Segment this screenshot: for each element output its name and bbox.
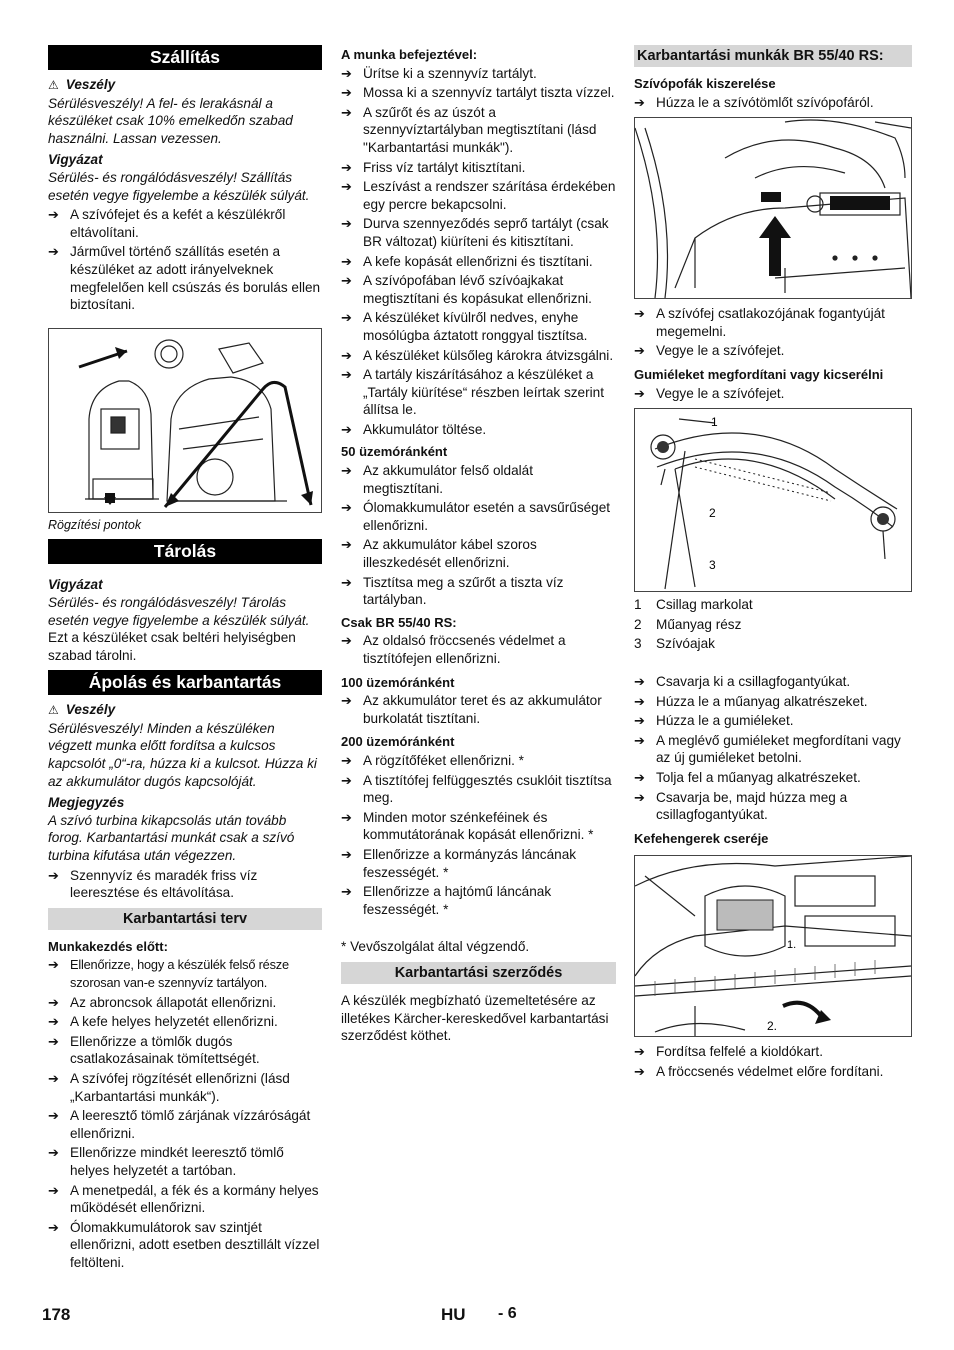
care-danger-heading: ⚠ Veszély (48, 701, 322, 720)
arrow-icon: ➔ (341, 347, 352, 363)
arrow-icon: ➔ (341, 367, 352, 383)
arrow-icon: ➔ (341, 253, 352, 269)
hours-200-step: ➔ Ellenőrizze a hajtómű láncának feszességét. * (341, 884, 552, 917)
arrow-icon: ➔ (341, 159, 352, 175)
arrow-icon: ➔ (48, 1014, 59, 1030)
transport-caution-heading: Vigyázat (48, 152, 103, 168)
hours-200-step: ➔ Minden motor szénkeféinek és kommutátorának kopását ellenőrizni. * (341, 809, 594, 843)
arrow-icon: ➔ (341, 421, 352, 437)
arrow-icon: ➔ (634, 789, 645, 805)
arrow-icon: ➔ (341, 179, 352, 195)
before-step: ➔ A kefe helyes helyzetét ellenőrizni. (48, 1014, 278, 1030)
brush-illustration (635, 856, 911, 1036)
arrow-icon: ➔ (634, 1044, 645, 1060)
brush-callout-2: 2. (767, 1019, 778, 1034)
arrow-icon: ➔ (341, 500, 352, 516)
hours-50-heading: 50 üzemóránként (341, 444, 448, 460)
before-step: ➔ A szívófej rögzítését ellenőrizni (lásd „Karbantartási munkák“). (48, 1070, 290, 1104)
after-step: ➔ A szűrőt és az úszót a szennyvíztartályban megtisztítani (lásd "Karbantartási munkák"). (341, 104, 597, 155)
arrow-icon: ➔ (48, 1108, 59, 1124)
squeegee-step: ➔ Húzza le a szívótömlőt szívópofáról. (634, 94, 874, 110)
squeegee-figure (634, 117, 912, 299)
care-note-text: A szívó turbina kikapcsolás után tovább forog. Karbantartási munkát csak a szívó turbina kifutása után végezzen. (48, 812, 295, 864)
arrow-icon: ➔ (634, 94, 645, 110)
transport-danger-text: Sérülésveszély! A fel- és lerakásnál a készüléket csak 10% emelkedőn szabad használni. Lassan vezessen. (48, 95, 293, 146)
before-step: ➔ Ellenőrizze mindkét leeresztő tömlő helyes helyzetét a tartóban. (48, 1145, 284, 1178)
callout-3: 3 (709, 558, 716, 573)
part-legend-item: 1 Csillag markolat (634, 597, 753, 613)
rubber-step: ➔ Húzza le a gumiéleket. (634, 713, 794, 729)
contract-text: A készülék megbízható üzemeltetésére az illetékes Kärcher-kereskedővel karbantartási szerződést köthet. (341, 992, 609, 1044)
squeegee-parts-figure (634, 408, 912, 592)
figure-caption: Rögzítési pontok (48, 517, 142, 532)
before-step: ➔ Ellenőrizze, hogy a készülék felső része szorosan van-e szennyvíz tartályon. (48, 957, 289, 990)
transport-step: ➔ A szívófejet és a kefét a készülékről eltávolítani. (48, 207, 286, 240)
page-number: 178 (42, 1305, 71, 1324)
arrow-icon: ➔ (341, 216, 352, 232)
arrow-icon: ➔ (634, 306, 645, 322)
arrow-icon: ➔ (341, 752, 352, 768)
rubber-step: ➔ Csavarja ki a csillagfogantyúkat. (634, 673, 851, 689)
arrow-icon: ➔ (341, 463, 352, 479)
hours-200-step: ➔ A rögzítőféket ellenőrizni. * (341, 752, 524, 768)
hours-50-step: ➔ Az akkumulátor kábel szoros illeszkedését ellenőrizni. (341, 537, 537, 571)
callout-1: 1 (711, 415, 718, 430)
service-footnote: * Vevőszolgálat által végzendő. (341, 939, 530, 955)
fastening-points-figure (48, 328, 322, 513)
warning-triangle-icon: ⚠ (48, 78, 59, 92)
arrow-icon: ➔ (341, 65, 352, 81)
brush-callout-1: 1. (787, 939, 797, 952)
left-column (48, 44, 322, 1274)
rubber-step: ➔ Csavarja be, majd húzza meg a csillagfogantyúkat. (634, 789, 848, 823)
arrow-icon: ➔ (634, 343, 645, 359)
arrow-icon: ➔ (48, 1070, 59, 1086)
arrow-icon: ➔ (634, 673, 645, 689)
arrow-icon: ➔ (341, 537, 352, 553)
after-step: ➔ Leszívást a rendszer szárítása érdekében egy percre bekapcsolni. (341, 179, 616, 212)
middle-column (341, 44, 616, 1047)
after-step: ➔ A szívópofában lévő szívóajkakat megtisztítani és kopásukat ellenőrizni. (341, 273, 592, 306)
rubber-lips-heading: Gumiéleket megfordítani vagy kicserélni (634, 366, 884, 382)
brush-figure (634, 855, 912, 1037)
storage-caution-text: Sérülés- és rongálódásveszély! Tárolás esetén vegye figyelembe a készülék súlyát. (48, 594, 310, 628)
arrow-icon: ➔ (634, 693, 645, 709)
hours-100-heading: 100 üzemóránként (341, 674, 455, 690)
after-step: ➔ A készüléket külsőleg károkra átvizsgálni. (341, 347, 614, 363)
squeegee-parts-illustration (635, 409, 911, 591)
br-only-step: ➔ Az oldalsó fröccsenés védelmet a tisztítófejen ellenőrizni. (341, 633, 566, 666)
storage-text: Ezt a készüléket csak beltéri helyiségben szabad tárolni. (48, 630, 296, 663)
brush-replacement-heading: Kefehengerek cseréje (634, 830, 769, 846)
before-step: ➔ Ólomakkumulátorok sav szintjét ellenőrizni, adott esetben desztillált vízzel feltölteni. (48, 1219, 320, 1270)
after-step: ➔ Akkumulátor töltése. (341, 421, 487, 437)
hours-100-step: ➔ Az akkumulátor teret és az akkumulátor burkolatát tisztítani. (341, 693, 602, 726)
arrow-icon: ➔ (48, 994, 59, 1010)
storage-caution-heading: Vigyázat (48, 577, 103, 593)
arrow-icon: ➔ (341, 273, 352, 289)
language-code: HU (441, 1305, 466, 1324)
after-step: ➔ Friss víz tartályt kitisztítani. (341, 159, 526, 175)
care-danger-text: Sérülésveszély! Minden a készüléken végzett munka előtt fordítsa a kulcsos kapcsolót „0“-ra, húzza ki a kulcsot. Húzza ki az akkumulátor dugós kapcsolóját. (48, 720, 317, 789)
arrow-icon: ➔ (48, 207, 59, 223)
arrow-icon: ➔ (634, 1063, 645, 1079)
before-step: ➔ Az abroncsok állapotát ellenőrizni. (48, 994, 277, 1010)
arrow-icon: ➔ (48, 957, 59, 973)
transport-caution-text: Sérülés- és rongálódásveszély! Szállítás esetén vegye figyelembe a készülék súlyát. (48, 169, 310, 203)
before-step: ➔ A leeresztő tömlő zárjának vízzáróságát ellenőrizni. (48, 1108, 311, 1141)
sub-page-number: - 6 (498, 1305, 517, 1322)
squeegee-step: ➔ Vegye le a szívófejet. (634, 343, 785, 359)
after-step: ➔ Ürítse ki a szennyvíz tartályt. (341, 65, 537, 81)
arrow-icon: ➔ (48, 1182, 59, 1198)
arrow-icon: ➔ (48, 244, 59, 260)
brush-step: ➔ A fröccsenés védelmet előre fordítani. (634, 1063, 884, 1079)
machine-illustration (49, 329, 321, 512)
subsection-maintenance-plan: Karbantartási terv (48, 908, 322, 930)
subsection-maintenance-work: Karbantartási munkák BR 55/40 RS: (634, 45, 912, 67)
hours-200-step: ➔ Ellenőrizze a kormányzás láncának feszességét. * (341, 846, 577, 880)
arrow-icon: ➔ (634, 713, 645, 729)
arrow-icon: ➔ (341, 574, 352, 590)
before-step: ➔ Ellenőrizze a tömlők dugós csatlakozásainak tömítettségét. (48, 1033, 260, 1067)
hours-50-step: ➔ Az akkumulátor felső oldalát megtisztítani. (341, 463, 534, 496)
section-title-storage: Tárolás (48, 539, 322, 564)
arrow-icon: ➔ (341, 310, 352, 326)
right-column (634, 44, 912, 1082)
squeegee-step: ➔ A szívófej csatlakozójának fogantyúját megemelni. (634, 306, 885, 339)
brush-step: ➔ Fordítsa felfelé a kioldókart. (634, 1044, 823, 1060)
before-work-heading: Munkakezdés előtt: (48, 938, 168, 954)
arrow-icon: ➔ (341, 884, 352, 900)
arrow-icon: ➔ (341, 693, 352, 709)
hours-200-heading: 200 üzemóránként (341, 734, 455, 750)
transport-danger-heading: ⚠ Veszély (48, 76, 322, 95)
part-legend-item: 3 Szívóajak (634, 636, 715, 652)
arrow-icon: ➔ (341, 846, 352, 862)
hours-50-step: ➔ Tisztítsa meg a szűrőt a tiszta víz tartályban. (341, 574, 564, 608)
part-legend-item: 2 Műanyag rész (634, 616, 742, 632)
squeegee-removal-heading: Szívópofák kiszerelése (634, 76, 776, 91)
arrow-icon: ➔ (634, 769, 645, 785)
callout-2: 2 (709, 506, 716, 521)
rubber-step: ➔ Tolja fel a műanyag alkatrészeket. (634, 769, 861, 785)
arrow-icon: ➔ (341, 104, 352, 120)
after-work-heading: A munka befejeztével: (341, 47, 478, 62)
rubber-step: ➔ A meglévő gumiéleket megfordítani vagy az új gumiéleket betolni. (634, 732, 901, 766)
br-only-heading: Csak BR 55/40 RS: (341, 614, 457, 630)
squeegee-illustration (635, 118, 911, 298)
after-step: ➔ Mossa ki a szennyvíz tartályt tiszta vízzel. (341, 85, 615, 101)
rubber-step: ➔ Vegye le a szívófejet. (634, 385, 785, 401)
arrow-icon: ➔ (634, 385, 645, 401)
section-title-transport: Szállítás (48, 45, 322, 70)
section-title-care: Ápolás és karbantartás (48, 670, 322, 695)
after-step: ➔ A készüléket kívülről nedves, enyhe mosólúgba áztatott ronggyal tisztítsa. (341, 310, 588, 343)
after-step: ➔ A kefe kopását ellenőrizni és tisztítani. (341, 253, 593, 269)
warning-triangle-icon: ⚠ (48, 703, 59, 718)
subsection-maintenance-contract: Karbantartási szerződés (341, 962, 616, 984)
rubber-step: ➔ Húzza le a műanyag alkatrészeket. (634, 693, 868, 709)
arrow-icon: ➔ (341, 809, 352, 825)
transport-step: ➔ Járművel történő szállítás esetén a készüléket az adott irányelveknek megfelelően kell csúszás és borulás ellen biztosítani. (48, 244, 321, 313)
arrow-icon: ➔ (48, 1219, 59, 1235)
arrow-icon: ➔ (48, 1145, 59, 1161)
after-step: ➔ Durva szennyeződés seprő tartályt (csak BR változat) kiüríteni és kitisztítani. (341, 216, 609, 249)
arrow-icon: ➔ (48, 1033, 59, 1049)
arrow-icon: ➔ (634, 732, 645, 748)
care-note-heading: Megjegyzés (48, 795, 125, 811)
hours-200-step: ➔ A tisztítófej felfüggesztés csuklóit tisztítsa meg. (341, 772, 612, 806)
care-step: ➔ Szennyvíz és maradék friss víz leeresztése és eltávolítása. (48, 867, 258, 901)
hours-50-step: ➔ Ólomakkumulátor esetén a savsűrűséget ellenőrizni. (341, 500, 611, 533)
arrow-icon: ➔ (341, 772, 352, 788)
arrow-icon: ➔ (341, 633, 352, 649)
before-step: ➔ A menetpedál, a fék és a kormány helyes működését ellenőrizni. (48, 1182, 319, 1216)
after-step: ➔ A tartály kiszárításához a készüléket a „Tartály kiürítése“ részben leírtak szerint állítsa le. (341, 367, 604, 418)
arrow-icon: ➔ (341, 85, 352, 101)
arrow-icon: ➔ (48, 867, 59, 883)
